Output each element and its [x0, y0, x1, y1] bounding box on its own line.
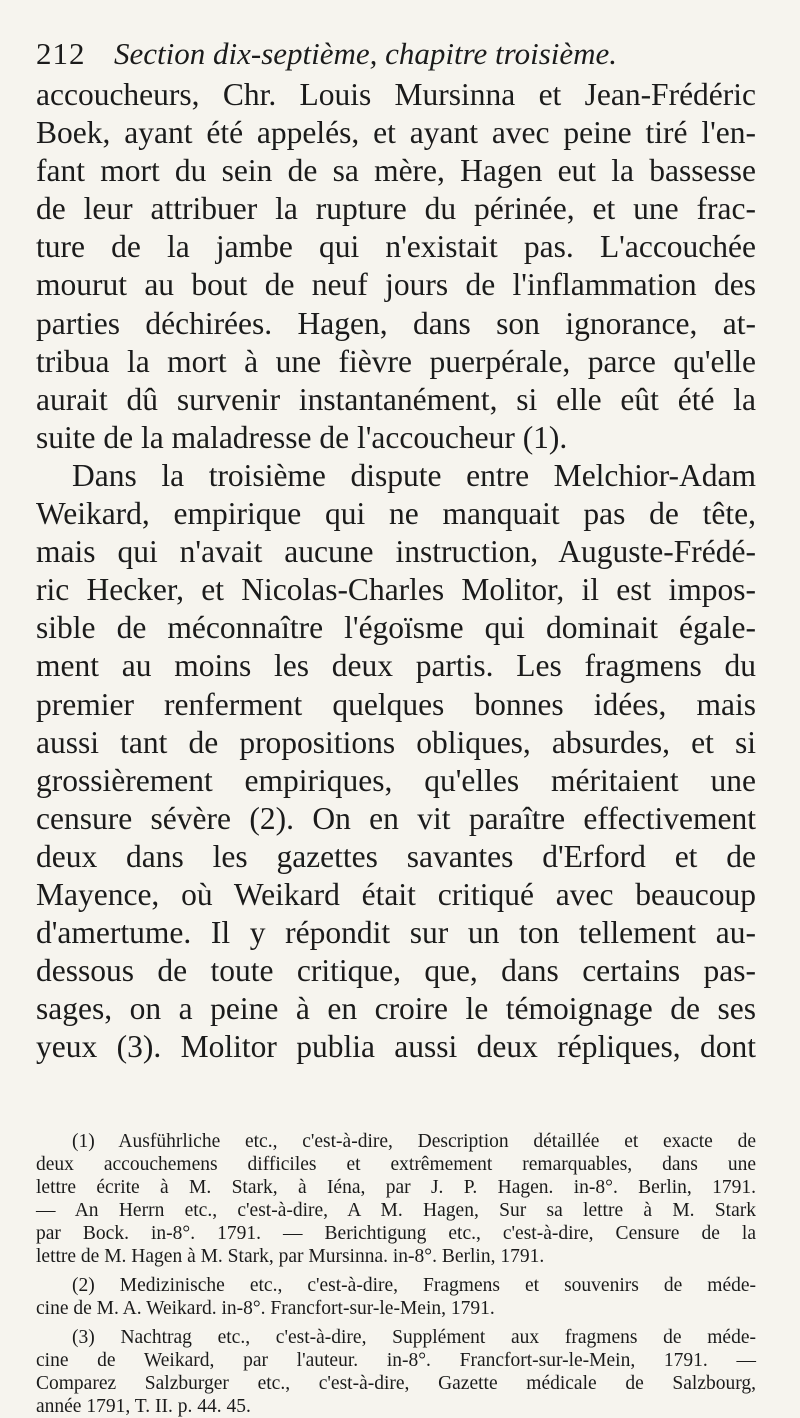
- text-line: fant mort du sein de sa mère, Hagen eut la bassesse: [36, 153, 756, 189]
- text-line: mais qui n'avait aucune instruction, Auguste-Frédé-: [36, 534, 756, 570]
- text-line: censure sévère (2). On en vit paraître effectivement: [36, 800, 756, 836]
- text-line: sible de méconnaître l'égoïsme qui dominait égale-: [36, 610, 756, 646]
- text-line: Dans la troisième dispute entre Melchior-Adam: [72, 457, 756, 493]
- footnotes: [36, 1130, 756, 1418]
- text-line: grossièrement empiriques, qu'elles méritaient une: [36, 762, 756, 798]
- footnote-line: (1) Ausführliche etc., c'est-à-dire, Description détaillée et exacte de: [72, 1131, 756, 1153]
- footnote-line: Comparez Salzburger etc., c'est-à-dire, Gazette médicale de Salzbourg,: [36, 1373, 756, 1395]
- footnote-line: (3) Nachtrag etc., c'est-à-dire, Supplément aux fragmens de méde-: [72, 1327, 756, 1349]
- text-line: ture de la jambe qui n'existait pas. L'accouchée: [36, 229, 756, 265]
- footnote-line: cine de M. A. Weikard. in-8°. Francfort-sur-le-Mein, 1791.: [36, 1298, 495, 1320]
- text-line: de leur attribuer la rupture du périnée, et une frac-: [36, 191, 756, 227]
- text-line: aussi tant de propositions obliques, absurdes, et si: [36, 724, 756, 760]
- footnote-line: lettre de M. Hagen à M. Stark, par Mursinna. in-8°. Berlin, 1791.: [36, 1246, 545, 1268]
- text-line: sages, on a peine à en croire le témoignage de ses: [36, 991, 756, 1027]
- text-line: ric Hecker, et Nicolas-Charles Molitor, il est impos-: [36, 572, 756, 608]
- text-line: tribua la mort à une fièvre puerpérale, parce qu'elle: [36, 343, 756, 379]
- text-line: dessous de toute critique, que, dans certains pas-: [36, 953, 756, 989]
- text-line: ment au moins les deux partis. Les fragmens du: [36, 648, 756, 684]
- running-head: Section dix-septième, chapitre troisième.: [114, 36, 618, 71]
- text-line: premier renferment quelques bonnes idées, mais: [36, 686, 756, 722]
- text-line: suite de la maladresse de l'accoucheur (1).: [36, 419, 568, 455]
- footnote-line: (2) Medizinische etc., c'est-à-dire, Fragmens et souvenirs de méde-: [72, 1275, 756, 1297]
- footnote-line: lettre écrite à M. Stark, à Iéna, par J. P. Hagen. in-8°. Berlin, 1791.: [36, 1177, 756, 1199]
- text-line: aurait dû survenir instantanément, si elle eût été la: [36, 381, 756, 417]
- text-line: yeux (3). Molitor publia aussi deux répliques, dont: [36, 1029, 756, 1065]
- page-header: [36, 34, 756, 74]
- text-line: d'amertume. Il y répondit sur un ton tellement au-: [36, 915, 756, 951]
- text-line: accoucheurs, Chr. Louis Mursinna et Jean-Frédéric: [36, 77, 756, 112]
- footnote-line: cine de Weikard, par l'auteur. in-8°. Francfort-sur-le-Mein, 1791. —: [36, 1350, 756, 1372]
- text-line: Boek, ayant été appelés, et ayant avec peine tiré l'en-: [36, 115, 756, 151]
- text-line: deux dans les gazettes savantes d'Erford et de: [36, 838, 756, 874]
- text-line: parties déchirées. Hagen, dans son ignorance, at-: [36, 305, 756, 341]
- text-line: Weikard, empirique qui ne manquait pas de tête,: [36, 496, 756, 532]
- footnote-line: deux accouchemens difficiles et extrêmement remarquables, dans une: [36, 1154, 756, 1176]
- text-line: mourut au bout de neuf jours de l'inflammation des: [36, 267, 756, 303]
- text-line: Mayence, où Weikard était critiqué avec beaucoup: [36, 876, 756, 912]
- body-text: [36, 76, 756, 1066]
- footnote-line: par Bock. in-8°. 1791. — Berichtigung etc., c'est-à-dire, Censure de la: [36, 1223, 756, 1245]
- page-number: 212: [36, 36, 86, 71]
- footnote-line: — An Herrn etc., c'est-à-dire, A M. Hagen, Sur sa lettre à M. Stark: [36, 1200, 756, 1222]
- footnote-line: année 1791, T. II. p. 44. 45.: [36, 1396, 251, 1418]
